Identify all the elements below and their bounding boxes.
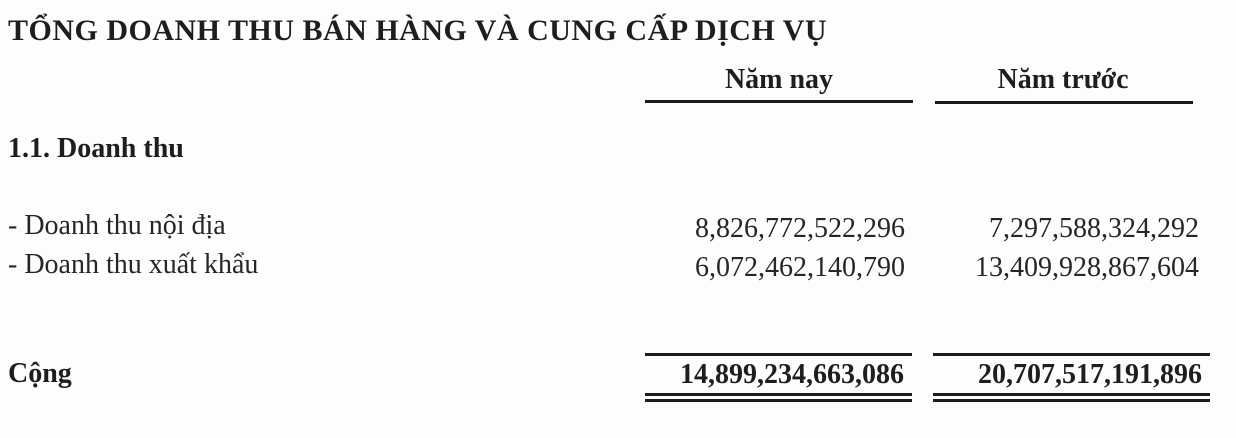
section-heading: 1.1. Doanh thu [8,133,184,164]
column-underline-nam-nay [645,100,913,103]
column-header-nam-truoc: Năm trước [997,64,1129,95]
column-header-nam-nay: Năm nay [724,64,834,95]
value-noi-dia-nam-truoc: 7,297,588,324,292 [989,213,1199,244]
total-value-nam-nay: 14,899,234,663,086 [645,353,912,402]
total-value-nam-truoc: 20,707,517,191,896 [933,353,1210,402]
value-xuat-khau-nam-nay: 6,072,462,140,790 [695,252,905,283]
value-xuat-khau-nam-truoc: 13,409,928,867,604 [975,252,1199,283]
document-title: TỔNG DOANH THU BÁN HÀNG VÀ CUNG CẤP DỊCH VỤ [8,14,828,47]
total-row-label: Cộng [8,358,72,389]
value-noi-dia-nam-nay: 8,826,772,522,296 [695,213,905,244]
row-label-doanh-thu-noi-dia: - Doanh thu nội địa [8,210,226,241]
row-label-doanh-thu-xuat-khau: - Doanh thu xuất khẩu [8,249,259,280]
column-underline-nam-truoc [935,101,1193,104]
